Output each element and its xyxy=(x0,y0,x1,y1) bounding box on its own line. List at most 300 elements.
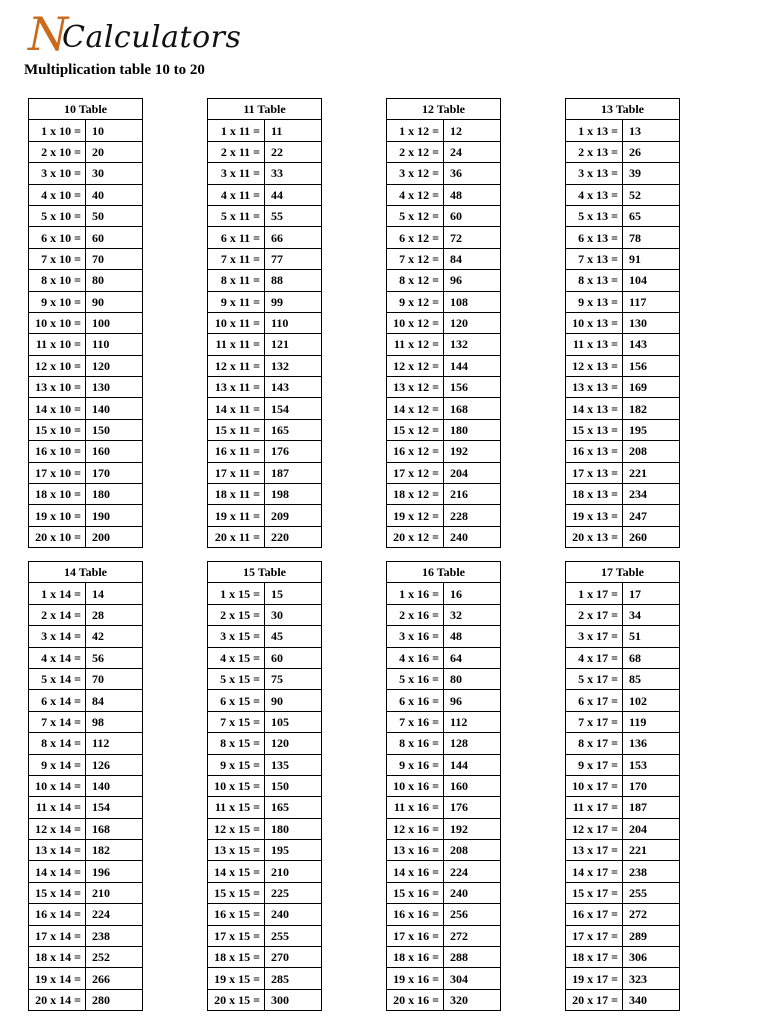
equation-cell: 15 x 12 = xyxy=(387,419,444,440)
result-cell: 221 xyxy=(623,840,680,861)
result-cell: 220 xyxy=(265,526,322,547)
result-cell: 12 xyxy=(444,120,501,141)
logo-initial: N xyxy=(28,7,69,61)
table-row xyxy=(566,947,680,968)
table-row xyxy=(387,925,501,946)
table-row xyxy=(29,904,143,925)
table-row xyxy=(387,690,501,711)
result-cell: 144 xyxy=(444,754,501,775)
result-cell: 108 xyxy=(444,291,501,312)
result-cell: 280 xyxy=(86,989,143,1010)
result-cell: 75 xyxy=(265,668,322,689)
table-row xyxy=(29,754,143,775)
result-cell: 78 xyxy=(623,227,680,248)
result-cell: 15 xyxy=(265,583,322,604)
table-header-row xyxy=(29,562,143,583)
table-row xyxy=(208,968,322,989)
table-row xyxy=(208,947,322,968)
result-cell: 80 xyxy=(444,668,501,689)
table-row xyxy=(387,604,501,625)
multiplication-table xyxy=(28,561,143,1011)
result-cell: 221 xyxy=(623,462,680,483)
equation-cell: 18 x 15 = xyxy=(208,947,265,968)
result-cell: 182 xyxy=(623,398,680,419)
table-title: 11 Table xyxy=(208,99,322,120)
result-cell: 110 xyxy=(265,312,322,333)
equation-cell: 7 x 15 = xyxy=(208,711,265,732)
equation-cell: 18 x 10 = xyxy=(29,484,86,505)
multiplication-table xyxy=(386,98,501,548)
table-row xyxy=(208,398,322,419)
table-header-row xyxy=(208,562,322,583)
table-row xyxy=(566,733,680,754)
table-row xyxy=(387,775,501,796)
equation-cell: 19 x 14 = xyxy=(29,968,86,989)
equation-cell: 10 x 11 = xyxy=(208,312,265,333)
table-row xyxy=(208,690,322,711)
result-cell: 234 xyxy=(623,484,680,505)
table-row xyxy=(208,419,322,440)
table-row xyxy=(566,904,680,925)
equation-cell: 16 x 10 = xyxy=(29,441,86,462)
equation-cell: 6 x 16 = xyxy=(387,690,444,711)
equation-cell: 19 x 17 = xyxy=(566,968,623,989)
table-row xyxy=(208,754,322,775)
equation-cell: 16 x 11 = xyxy=(208,441,265,462)
table-row xyxy=(208,184,322,205)
result-cell: 96 xyxy=(444,270,501,291)
equation-cell: 15 x 10 = xyxy=(29,419,86,440)
table-header-row xyxy=(387,99,501,120)
result-cell: 120 xyxy=(86,355,143,376)
result-cell: 52 xyxy=(623,184,680,205)
table-row xyxy=(208,377,322,398)
equation-cell: 9 x 15 = xyxy=(208,754,265,775)
table-row xyxy=(566,184,680,205)
table-header-row xyxy=(566,562,680,583)
result-cell: 225 xyxy=(265,882,322,903)
result-cell: 70 xyxy=(86,668,143,689)
result-cell: 10 xyxy=(86,120,143,141)
equation-cell: 14 x 17 = xyxy=(566,861,623,882)
equation-cell: 18 x 11 = xyxy=(208,484,265,505)
table-row xyxy=(29,925,143,946)
equation-cell: 19 x 16 = xyxy=(387,968,444,989)
result-cell: 272 xyxy=(623,904,680,925)
result-cell: 34 xyxy=(623,604,680,625)
result-cell: 88 xyxy=(265,270,322,291)
equation-cell: 1 x 16 = xyxy=(387,583,444,604)
result-cell: 285 xyxy=(265,968,322,989)
multiplication-table xyxy=(565,98,680,548)
equation-cell: 5 x 17 = xyxy=(566,668,623,689)
table-row xyxy=(208,312,322,333)
equation-cell: 6 x 10 = xyxy=(29,227,86,248)
result-cell: 30 xyxy=(86,163,143,184)
equation-cell: 6 x 15 = xyxy=(208,690,265,711)
equation-cell: 6 x 17 = xyxy=(566,690,623,711)
result-cell: 204 xyxy=(444,462,501,483)
table-row xyxy=(387,205,501,226)
result-cell: 104 xyxy=(623,270,680,291)
equation-cell: 17 x 10 = xyxy=(29,462,86,483)
table-row xyxy=(566,205,680,226)
result-cell: 168 xyxy=(86,818,143,839)
equation-cell: 5 x 14 = xyxy=(29,668,86,689)
equation-cell: 3 x 11 = xyxy=(208,163,265,184)
result-cell: 140 xyxy=(86,775,143,796)
table-row xyxy=(566,882,680,903)
result-cell: 192 xyxy=(444,441,501,462)
result-cell: 165 xyxy=(265,419,322,440)
result-cell: 140 xyxy=(86,398,143,419)
equation-cell: 10 x 13 = xyxy=(566,312,623,333)
equation-cell: 6 x 13 = xyxy=(566,227,623,248)
table-row xyxy=(29,505,143,526)
equation-cell: 1 x 15 = xyxy=(208,583,265,604)
table-row xyxy=(208,733,322,754)
equation-cell: 4 x 13 = xyxy=(566,184,623,205)
equation-cell: 20 x 14 = xyxy=(29,989,86,1010)
result-cell: 126 xyxy=(86,754,143,775)
result-cell: 154 xyxy=(265,398,322,419)
table-row xyxy=(387,355,501,376)
table-row xyxy=(29,647,143,668)
table-row xyxy=(29,775,143,796)
equation-cell: 14 x 10 = xyxy=(29,398,86,419)
result-cell: 24 xyxy=(444,141,501,162)
table-row xyxy=(387,248,501,269)
table-row xyxy=(566,968,680,989)
table-row xyxy=(29,861,143,882)
table-row xyxy=(29,882,143,903)
result-cell: 156 xyxy=(444,377,501,398)
table-title: 17 Table xyxy=(566,562,680,583)
result-cell: 99 xyxy=(265,291,322,312)
equation-cell: 4 x 11 = xyxy=(208,184,265,205)
result-cell: 135 xyxy=(265,754,322,775)
equation-cell: 9 x 10 = xyxy=(29,291,86,312)
table-row xyxy=(208,355,322,376)
result-cell: 45 xyxy=(265,626,322,647)
equation-cell: 4 x 17 = xyxy=(566,647,623,668)
result-cell: 288 xyxy=(444,947,501,968)
table-row xyxy=(387,398,501,419)
result-cell: 150 xyxy=(265,775,322,796)
equation-cell: 6 x 11 = xyxy=(208,227,265,248)
table-row xyxy=(566,690,680,711)
equation-cell: 1 x 14 = xyxy=(29,583,86,604)
table-row xyxy=(29,441,143,462)
table-row xyxy=(387,668,501,689)
result-cell: 132 xyxy=(265,355,322,376)
table-row xyxy=(208,840,322,861)
result-cell: 165 xyxy=(265,797,322,818)
equation-cell: 17 x 12 = xyxy=(387,462,444,483)
equation-cell: 5 x 16 = xyxy=(387,668,444,689)
equation-cell: 8 x 16 = xyxy=(387,733,444,754)
result-cell: 306 xyxy=(623,947,680,968)
equation-cell: 15 x 11 = xyxy=(208,419,265,440)
equation-cell: 13 x 16 = xyxy=(387,840,444,861)
table-row xyxy=(566,505,680,526)
result-cell: 100 xyxy=(86,312,143,333)
result-cell: 17 xyxy=(623,583,680,604)
result-cell: 340 xyxy=(623,989,680,1010)
table-row xyxy=(566,355,680,376)
equation-cell: 8 x 10 = xyxy=(29,270,86,291)
result-cell: 176 xyxy=(444,797,501,818)
equation-cell: 2 x 15 = xyxy=(208,604,265,625)
table-header-row xyxy=(387,562,501,583)
equation-cell: 11 x 10 = xyxy=(29,334,86,355)
equation-cell: 19 x 10 = xyxy=(29,505,86,526)
result-cell: 80 xyxy=(86,270,143,291)
page-title: Multiplication table 10 to 20 xyxy=(24,62,205,78)
table-row xyxy=(387,583,501,604)
result-cell: 224 xyxy=(86,904,143,925)
result-cell: 130 xyxy=(86,377,143,398)
table-row xyxy=(387,882,501,903)
table-row xyxy=(29,419,143,440)
result-cell: 91 xyxy=(623,248,680,269)
equation-cell: 10 x 17 = xyxy=(566,775,623,796)
result-cell: 160 xyxy=(86,441,143,462)
table-row xyxy=(208,141,322,162)
result-cell: 56 xyxy=(86,647,143,668)
table-row xyxy=(566,462,680,483)
result-cell: 266 xyxy=(86,968,143,989)
equation-cell: 9 x 17 = xyxy=(566,754,623,775)
table-row xyxy=(387,626,501,647)
equation-cell: 2 x 12 = xyxy=(387,141,444,162)
result-cell: 289 xyxy=(623,925,680,946)
table-row xyxy=(29,141,143,162)
result-cell: 154 xyxy=(86,797,143,818)
table-row xyxy=(566,526,680,547)
table-row xyxy=(29,462,143,483)
equation-cell: 2 x 16 = xyxy=(387,604,444,625)
result-cell: 256 xyxy=(444,904,501,925)
table-row xyxy=(566,818,680,839)
equation-cell: 9 x 12 = xyxy=(387,291,444,312)
result-cell: 28 xyxy=(86,604,143,625)
table-row xyxy=(208,248,322,269)
result-cell: 84 xyxy=(86,690,143,711)
result-cell: 40 xyxy=(86,184,143,205)
equation-cell: 14 x 13 = xyxy=(566,398,623,419)
table-row xyxy=(29,968,143,989)
result-cell: 224 xyxy=(444,861,501,882)
table-row xyxy=(566,120,680,141)
table-row xyxy=(208,227,322,248)
result-cell: 11 xyxy=(265,120,322,141)
table-row xyxy=(387,120,501,141)
result-cell: 39 xyxy=(623,163,680,184)
table-row xyxy=(566,398,680,419)
table-row xyxy=(566,227,680,248)
table-row xyxy=(566,989,680,1010)
result-cell: 90 xyxy=(86,291,143,312)
result-cell: 98 xyxy=(86,711,143,732)
equation-cell: 8 x 14 = xyxy=(29,733,86,754)
table-title: 14 Table xyxy=(29,562,143,583)
result-cell: 64 xyxy=(444,647,501,668)
equation-cell: 4 x 14 = xyxy=(29,647,86,668)
table-row xyxy=(208,797,322,818)
equation-cell: 3 x 17 = xyxy=(566,626,623,647)
table-row xyxy=(29,184,143,205)
table-row xyxy=(208,818,322,839)
table-row xyxy=(208,989,322,1010)
table-row xyxy=(208,291,322,312)
table-row xyxy=(208,484,322,505)
equation-cell: 18 x 16 = xyxy=(387,947,444,968)
equation-cell: 1 x 17 = xyxy=(566,583,623,604)
equation-cell: 4 x 12 = xyxy=(387,184,444,205)
equation-cell: 6 x 14 = xyxy=(29,690,86,711)
result-cell: 77 xyxy=(265,248,322,269)
equation-cell: 12 x 16 = xyxy=(387,818,444,839)
table-row xyxy=(29,526,143,547)
equation-cell: 9 x 11 = xyxy=(208,291,265,312)
result-cell: 26 xyxy=(623,141,680,162)
equation-cell: 17 x 11 = xyxy=(208,462,265,483)
table-row xyxy=(566,441,680,462)
table-row xyxy=(387,484,501,505)
result-cell: 192 xyxy=(444,818,501,839)
result-cell: 121 xyxy=(265,334,322,355)
table-row xyxy=(29,270,143,291)
equation-cell: 9 x 14 = xyxy=(29,754,86,775)
equation-cell: 9 x 16 = xyxy=(387,754,444,775)
result-cell: 252 xyxy=(86,947,143,968)
table-row xyxy=(29,377,143,398)
equation-cell: 1 x 10 = xyxy=(29,120,86,141)
equation-cell: 1 x 12 = xyxy=(387,120,444,141)
equation-cell: 17 x 15 = xyxy=(208,925,265,946)
result-cell: 20 xyxy=(86,141,143,162)
result-cell: 117 xyxy=(623,291,680,312)
table-row xyxy=(566,270,680,291)
equation-cell: 16 x 15 = xyxy=(208,904,265,925)
table-row xyxy=(29,668,143,689)
equation-cell: 4 x 10 = xyxy=(29,184,86,205)
table-row xyxy=(387,947,501,968)
table-row xyxy=(566,647,680,668)
equation-cell: 18 x 12 = xyxy=(387,484,444,505)
table-row xyxy=(566,377,680,398)
table-row xyxy=(387,733,501,754)
result-cell: 60 xyxy=(86,227,143,248)
equation-cell: 15 x 16 = xyxy=(387,882,444,903)
result-cell: 195 xyxy=(265,840,322,861)
result-cell: 187 xyxy=(623,797,680,818)
equation-cell: 12 x 13 = xyxy=(566,355,623,376)
table-row xyxy=(29,248,143,269)
table-row xyxy=(566,419,680,440)
table-row xyxy=(566,925,680,946)
equation-cell: 20 x 16 = xyxy=(387,989,444,1010)
equation-cell: 19 x 13 = xyxy=(566,505,623,526)
equation-cell: 4 x 16 = xyxy=(387,647,444,668)
table-row xyxy=(208,505,322,526)
result-cell: 208 xyxy=(444,840,501,861)
equation-cell: 3 x 12 = xyxy=(387,163,444,184)
result-cell: 68 xyxy=(623,647,680,668)
result-cell: 30 xyxy=(265,604,322,625)
equation-cell: 9 x 13 = xyxy=(566,291,623,312)
table-row xyxy=(29,334,143,355)
table-row xyxy=(208,604,322,625)
result-cell: 180 xyxy=(444,419,501,440)
result-cell: 170 xyxy=(623,775,680,796)
result-cell: 238 xyxy=(86,925,143,946)
equation-cell: 2 x 17 = xyxy=(566,604,623,625)
equation-cell: 14 x 11 = xyxy=(208,398,265,419)
multiplication-table xyxy=(207,561,322,1011)
equation-cell: 16 x 16 = xyxy=(387,904,444,925)
result-cell: 32 xyxy=(444,604,501,625)
equation-cell: 8 x 17 = xyxy=(566,733,623,754)
multiplication-table xyxy=(207,98,322,548)
result-cell: 16 xyxy=(444,583,501,604)
table-row xyxy=(566,291,680,312)
result-cell: 112 xyxy=(444,711,501,732)
equation-cell: 14 x 12 = xyxy=(387,398,444,419)
table-row xyxy=(387,818,501,839)
equation-cell: 18 x 14 = xyxy=(29,947,86,968)
table-row xyxy=(566,840,680,861)
equation-cell: 12 x 17 = xyxy=(566,818,623,839)
result-cell: 143 xyxy=(265,377,322,398)
table-row xyxy=(29,840,143,861)
table-row xyxy=(208,163,322,184)
result-cell: 300 xyxy=(265,989,322,1010)
equation-cell: 14 x 15 = xyxy=(208,861,265,882)
table-row xyxy=(387,334,501,355)
result-cell: 240 xyxy=(265,904,322,925)
result-cell: 198 xyxy=(265,484,322,505)
table-row xyxy=(387,163,501,184)
table-row xyxy=(29,227,143,248)
equation-cell: 4 x 15 = xyxy=(208,647,265,668)
equation-cell: 14 x 16 = xyxy=(387,861,444,882)
equation-cell: 7 x 11 = xyxy=(208,248,265,269)
equation-cell: 10 x 16 = xyxy=(387,775,444,796)
table-row xyxy=(29,711,143,732)
equation-cell: 16 x 12 = xyxy=(387,441,444,462)
table-row xyxy=(29,291,143,312)
table-title: 10 Table xyxy=(29,99,143,120)
table-row xyxy=(29,989,143,1010)
table-row xyxy=(208,270,322,291)
result-cell: 48 xyxy=(444,184,501,205)
table-row xyxy=(29,205,143,226)
result-cell: 36 xyxy=(444,163,501,184)
table-row xyxy=(208,775,322,796)
result-cell: 180 xyxy=(86,484,143,505)
result-cell: 195 xyxy=(623,419,680,440)
table-row xyxy=(208,711,322,732)
result-cell: 119 xyxy=(623,711,680,732)
result-cell: 270 xyxy=(265,947,322,968)
equation-cell: 11 x 13 = xyxy=(566,334,623,355)
equation-cell: 1 x 13 = xyxy=(566,120,623,141)
table-row xyxy=(387,505,501,526)
result-cell: 143 xyxy=(623,334,680,355)
equation-cell: 7 x 16 = xyxy=(387,711,444,732)
